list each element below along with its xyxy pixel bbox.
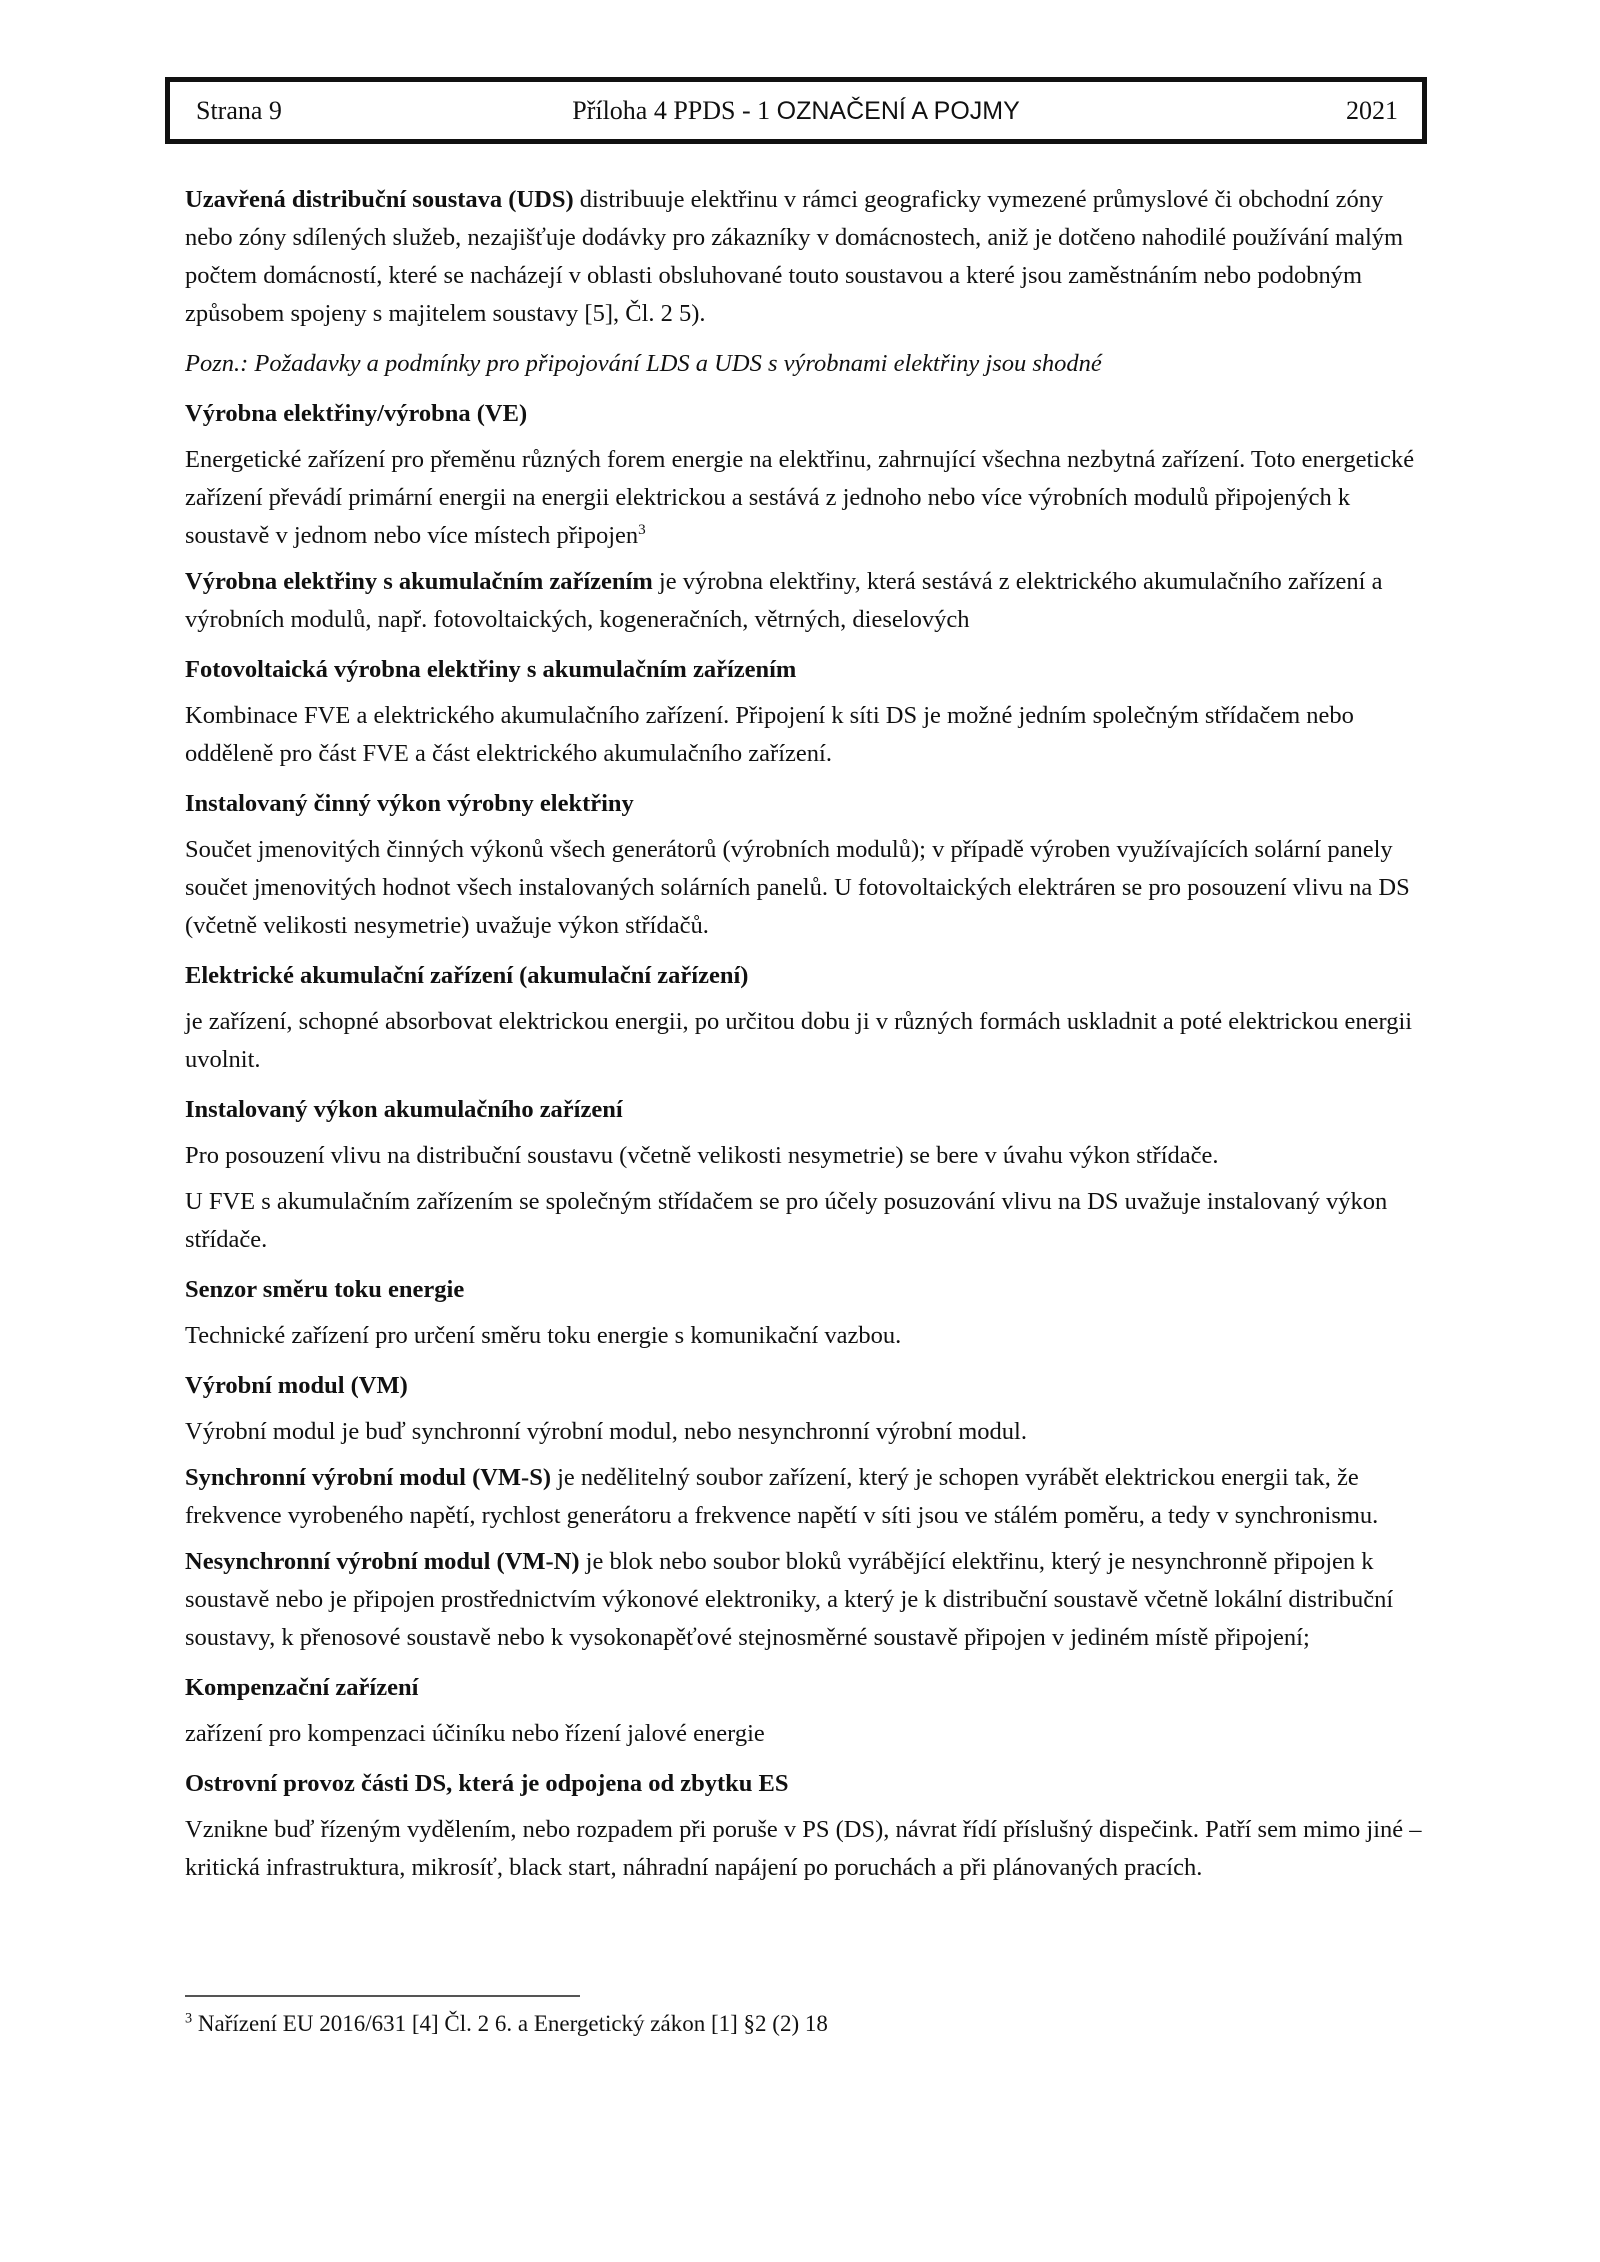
note-paragraph [185, 345, 1422, 383]
text-run: Fotovoltaická výrobna elektřiny s akumulačním zařízením [185, 656, 797, 683]
document-body [185, 173, 1422, 1887]
term-heading [185, 785, 1422, 823]
term-heading [185, 1765, 1422, 1803]
text-run: Energetické zařízení pro přeměnu různých forem energie na elektřinu, zahrnující všechna nezbytná zařízení. Toto energetické zařízení převádí primární energii na energii elektrickou a sestává z jednoho nebo více výrobních modulů připojených k soustavě v jednom nebo více místech připojen [185, 446, 1415, 549]
text-run: Kombinace FVE a elektrického akumulačního zařízení. Připojení k síti DS je možné jedním společným střídačem nebo odděleně pro část FVE a část elektrického akumulačního zařízení. [185, 702, 1354, 767]
text-run: Výrobní modul je buď synchronní výrobní modul, nebo nesynchronní výrobní modul. [185, 1418, 1027, 1445]
term-lead: Synchronní výrobní modul (VM-S) [185, 1464, 551, 1491]
body-paragraph [185, 1317, 1422, 1355]
text-run: U FVE s akumulačním zařízením se společným střídačem se pro účely posuzování vlivu na DS uvažuje instalovaný výkon střídače. [185, 1188, 1388, 1253]
text-run: Elektrické akumulační zařízení (akumulační zařízení) [185, 962, 749, 989]
term-heading [185, 957, 1422, 995]
body-paragraph [185, 1459, 1422, 1535]
document-title-serif: Příloha 4 PPDS - 1 [572, 95, 777, 125]
footnote-separator-rule [185, 1995, 580, 1997]
term-heading [185, 395, 1422, 433]
body-paragraph [185, 563, 1422, 639]
text-run: je blok nebo soubor bloků vyrábějící elektřinu, který je nesynchronně připojen k soustavě nebo je připojen prostřednictvím výkonové elektroniky, a který je k distribuční soustavě včetně lokální distribuční soustavy, k přenosové soustavě nebo k vysokonapěťové stejnosměrné soustavě připojen v jediném místě připojení; [185, 1548, 1394, 1651]
text-run: Technické zařízení pro určení směru toku energie s komunikační vazbou. [185, 1322, 902, 1349]
term-heading [185, 1367, 1422, 1405]
text-run: Vznikne buď řízeným vydělením, nebo rozpadem při poruše v PS (DS), návrat řídí příslušný dispečink. Patří sem mimo jiné – kritická infrastruktura, mikrosíť, black start, náhradní napájení po poruchách a při plánovaných pracích. [185, 1816, 1422, 1881]
document-title [170, 96, 1422, 126]
text-run: Instalovaný výkon akumulačního zařízení [185, 1096, 623, 1123]
body-paragraph [185, 1715, 1422, 1753]
text-run: zařízení pro kompenzaci účiníku nebo řízení jalové energie [185, 1720, 765, 1747]
text-run: Instalovaný činný výkon výrobny elektřiny [185, 790, 634, 817]
footnote-body: Nařízení EU 2016/631 [4] Čl. 2 6. a Energetický zákon [1] §2 (2) 18 [192, 2011, 828, 2036]
body-paragraph [185, 1413, 1422, 1451]
term-lead: Výrobna elektřiny s akumulačním zařízením [185, 568, 653, 595]
term-heading [185, 1091, 1422, 1129]
text-run: je výrobna elektřiny, která sestává z elektrického akumulačního zařízení a výrobních modulů, např. fotovoltaických, kogeneračních, větrných, dieselových [185, 568, 1383, 633]
footnote-area [185, 1995, 1422, 2041]
text-run: Kompenzační zařízení [185, 1674, 419, 1701]
text-run: Výrobna elektřiny/výrobna (VE) [185, 400, 528, 427]
text-run: Pro posouzení vlivu na distribuční soustavu (včetně velikosti nesymetrie) se bere v úvahu výkon střídače. [185, 1142, 1219, 1169]
body-paragraph [185, 697, 1422, 773]
body-paragraph [185, 181, 1422, 333]
text-run: Ostrovní provoz části DS, která je odpojena od zbytku ES [185, 1770, 789, 1797]
text-run: Součet jmenovitých činných výkonů všech generátorů (výrobních modulů); v případě výroben využívajících solární panely součet jmenovitých hodnot všech instalovaných solárních panelů. U fotovoltaických elektráren se pro posouzení vlivu na DS (včetně velikosti nesymetrie) uvažuje výkon střídačů. [185, 836, 1410, 939]
footnote-reference: 3 [638, 520, 646, 538]
text-run: distribuuje elektřinu v rámci geograficky vymezené průmyslové či obchodní zóny nebo zóny sdílených služeb, nezajišťuje dodávky pro zákazníky v domácnostech, aniž je dotčeno nahodilé používání malým počtem domácností, které se nacházejí v oblasti obsluhované touto soustavou a které jsou zaměstnáním nebo podobným způsobem spojeny s majitelem soustavy [5], Čl. 2 5). [185, 186, 1404, 327]
page-number-label: Strana 9 [196, 95, 282, 125]
year-label: 2021 [1346, 95, 1398, 125]
footnote-marker: 3 [185, 2010, 193, 2027]
text-run: Pozn.: Požadavky a podmínky pro připojování LDS a UDS s výrobnami elektřiny jsou shodné [185, 350, 1102, 377]
page-header-box [165, 77, 1427, 144]
document-title-caps: OZNAČENÍ A POJMY [776, 96, 1020, 125]
body-paragraph [185, 1183, 1422, 1259]
body-paragraph [185, 1137, 1422, 1175]
text-run: je zařízení, schopné absorbovat elektrickou energii, po určitou dobu ji v různých formách uskladnit a poté elektrickou energii uvolnit. [185, 1008, 1413, 1073]
term-lead: Uzavřená distribuční soustava (UDS) [185, 186, 574, 213]
text-run: je nedělitelný soubor zařízení, který je schopen vyrábět elektrickou energii tak, že frekvence vyrobeného napětí, rychlost generátoru a frekvence napětí v síti jsou ve stálém poměru, a tedy v synchronismu. [185, 1464, 1379, 1529]
term-lead: Nesynchronní výrobní modul (VM-N) [185, 1548, 580, 1575]
body-paragraph [185, 1811, 1422, 1887]
footnote-text [185, 2007, 1422, 2041]
term-heading [185, 1271, 1422, 1309]
body-paragraph [185, 1543, 1422, 1657]
body-paragraph [185, 441, 1422, 555]
text-run: Senzor směru toku energie [185, 1276, 465, 1303]
term-heading [185, 651, 1422, 689]
term-heading [185, 1669, 1422, 1707]
body-paragraph [185, 831, 1422, 945]
text-run: Výrobní modul (VM) [185, 1372, 408, 1399]
body-paragraph [185, 1003, 1422, 1079]
